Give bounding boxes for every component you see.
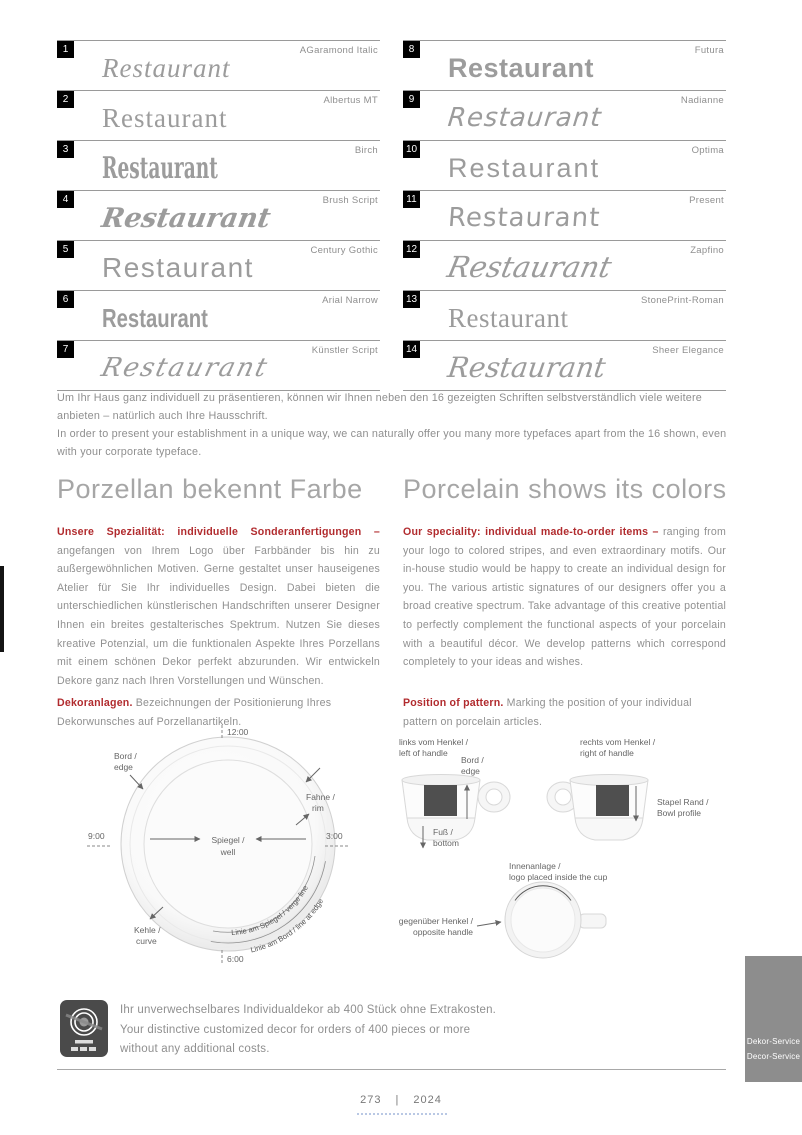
sample-number-badge: 4 [57,191,74,208]
plate-label-kehle-en: curve [136,936,157,946]
catalog-year: 2024 [413,1094,442,1106]
font-sample-text: Restaurant [102,151,218,186]
clock-label-6: 6:00 [227,954,244,964]
font-name-label: Arial Narrow [322,295,378,306]
cup-side-view-handle-left [547,737,709,840]
sample-number-badge: 7 [57,341,74,358]
cup-label-innen: Innenanlage / [509,861,561,871]
font-name-label: Sheer Elegance [652,345,724,356]
cup-label-stapel: Stapel Rand / [657,797,709,807]
cup-rim [570,775,648,786]
sample-number-badge: 8 [403,41,420,58]
cup-inner-rim [511,888,575,952]
clock-label-9: 9:00 [88,831,105,841]
font-sample-text: Restaurant [445,351,608,384]
font-name-label: Albertus MT [323,95,378,106]
font-name-label: AGaramond Italic [299,45,378,56]
sample-number-badge: 12 [403,241,420,258]
font-name-label: Century Gothic [310,245,378,256]
note-line-en-2: without any additional costs. [120,1043,270,1055]
cup-top-view [399,861,608,958]
font-sample-text: Restaurant [99,203,273,234]
intro-paragraph [57,389,729,461]
cup-position-diagram [397,733,742,978]
font-sample-row [57,90,380,140]
font-sample-row [57,190,380,240]
cup-handle-top-view [579,914,606,928]
plate-label-spiegel-en: well [220,847,236,857]
font-name-label: Brush Script [322,195,378,206]
intro-text-en: In order to present your establishment in a unique way, we can naturally offer you many more typefaces apart from the 16 shown, even with your corporate typeface. [57,428,727,458]
plate-label-kehle: Kehle / [134,925,161,935]
opposite-handle-arrow [477,922,501,926]
decor-area-marker [596,785,629,816]
font-name-label: Futura [694,45,724,56]
cup-label-gegenueber-en: opposite handle [412,927,473,937]
font-samples-left-column [57,40,380,391]
cup-foot [575,818,643,840]
bottom-divider [57,1069,726,1070]
sample-number-badge: 14 [403,341,420,358]
font-sample-text: Restaurant [446,103,604,133]
font-sample-text: Restaurant [102,53,231,83]
font-sample-row [57,290,380,340]
font-sample-text: Restaurant [448,153,601,183]
footer-note [120,1001,560,1060]
sample-number-badge: 9 [403,91,420,108]
arc-label-edge-line: Linie am Bord / line at edge [249,896,326,955]
clock-label-12: 12:00 [227,727,249,737]
page-number: 273 [360,1094,382,1106]
font-name-label: Nadianne [680,95,724,106]
sample-number-badge: 5 [57,241,74,258]
plate-label-spiegel: Spiegel / [211,835,245,845]
cup-rim [402,775,480,786]
decor-area-marker [424,785,457,816]
pattern-text-de: Bezeichnungen der Positionierung Ihres Dekorwunsches auf Porzellanartikeln. [57,697,332,728]
body-text-de: angefangen von Ihrem Logo über Farbbänder bis hin zu außergewöhnlichen Motiven. Gerne gestaltet unser hauseigenes Atelier für Sie Ihr individuelles Design. Dabei bieten die unterschiedlichen künstlerischen Handschriften unserer Designer Ihnen ein breites gestalterisches Spektrum. Nutzen Sie dieses kreative Potenzial, um die funktionalen Aspekte Ihres Porzellans mit einem schönen Dekor perfekt abzurunden. Wir entwickeln Dekore ganz nach Ihren Vorstellungen und Wünschen. [57,544,380,687]
sample-number-badge: 6 [57,291,74,308]
font-name-label: StonePrint-Roman [641,295,724,306]
sample-number-badge: 2 [57,91,74,108]
font-name-label: Optima [691,145,724,156]
plate-position-diagram [60,722,390,980]
tab-label-de: Dekor-Service [746,1037,801,1046]
body-lead-de: Unsere Spezialität: individuelle Sonderanfertigungen – [57,526,380,538]
left-edge-mark [0,566,4,652]
pattern-lead-de: Dekoranlagen. [57,697,136,709]
font-sample-row [403,190,726,240]
font-sample-row [403,40,726,90]
font-sample-row [57,240,380,290]
cup-label-gegenueber: gegenüber Henkel / [398,916,473,926]
sample-number-badge: 3 [57,141,74,158]
font-sample-row [403,90,726,140]
font-sample-row [57,340,380,390]
section-heading-de: Porzellan bekennt Farbe [57,474,363,504]
body-paragraph-en [403,523,726,672]
dekor-service-stamp-icon [60,1000,108,1057]
cup-label-fuss: Fuß / [433,827,453,837]
font-sample-row [57,40,380,90]
font-sample-row [403,290,726,340]
cup-label-links-en: left of handle [399,748,448,758]
plate-label-fahne: Fahne / [306,792,335,802]
cup-handle-hole [486,789,502,805]
cup-label-rechts: rechts vom Henkel / [580,737,656,747]
arc-label-verge-line: Linie am Spiegel / verge line [230,883,310,938]
font-sample-text: Restaurant [102,252,254,283]
cup-label-rechts-en: right of handle [580,748,634,758]
intro-text-de: Um Ihr Haus ganz individuell zu präsentieren, können wir Ihnen neben den 16 gezeigten Schriften selbstverständlich viele weitere anbieten – natürlich auch Ihre Hausschrift. [57,392,702,422]
font-sample-text: Restaurant [448,53,595,83]
plate-label-bord: Bord / [114,751,137,761]
sample-number-badge: 1 [57,41,74,58]
sample-number-badge: 11 [403,191,420,208]
note-line-en-1: Your distinctive customized decor for orders of 400 pieces or more [120,1023,471,1036]
cup-handle-hole [555,789,571,805]
page-footer [0,1094,802,1106]
font-sample-text: Restaurant [102,103,228,133]
font-name-label: Birch [354,145,378,156]
font-samples-right-column [403,40,726,391]
cup-label-links: links vom Henkel / [399,737,468,747]
cup-side-view-handle-right [399,737,510,848]
cup-label-bord: Bord / [461,755,484,765]
plate-label-fahne-en: rim [312,803,324,813]
pattern-lead-en: Position of pattern. [403,697,507,709]
cup-label-innen-en: logo placed inside the cup [509,872,608,882]
font-sample-text: Restaurant [98,353,272,383]
clock-label-3: 3:00 [326,831,343,841]
sample-number-badge: 13 [403,291,420,308]
footer-separator: | [395,1094,400,1106]
chapter-tab-dekor-service [745,956,802,1082]
font-sample-text: Restaurant [102,303,208,333]
sample-number-badge: 10 [403,141,420,158]
footer-accent-line [357,1113,447,1115]
body-paragraph-de [57,523,380,690]
font-name-label: Künstler Script [311,345,378,356]
pattern-text-en: Marking the position of your individual pattern on porcelain articles. [403,697,692,728]
font-name-label: Present [689,195,724,206]
body-lead-en: Our speciality: individual made-to-order items – [403,526,663,538]
font-sample-row [57,140,380,190]
section-heading-en: Porcelain shows its colors [403,474,727,504]
cup-label-bord-en: edge [461,766,480,776]
font-sample-row [403,140,726,190]
font-name-label: Zapfino [690,245,724,256]
note-line-de: Ihr unverwechselbares Individualdekor ab 400 Stück ohne Extrakosten. [120,1004,497,1016]
font-sample-row [403,340,726,390]
font-sample-text: Restaurant [448,303,569,333]
plate-label-bord-en: edge [114,762,133,772]
cup-label-stapel-en: Bowl profile [657,808,701,818]
pattern-paragraph-en [403,694,726,731]
body-text-en: ranging from your logo to colored stripes, and even extraordinary motifs. Our in-house studio would be happy to create an individual design for you. The various artistic signatures of our designers offer you a broad creative spectrum. Take advantage of this creative potential to perfectly complement the functional aspects of your porcelain with a beautiful décor. We develop patterns which correspond completely to your ideas and wishes. [403,526,726,669]
cup-label-fuss-en: bottom [433,838,459,848]
tab-label-en: Decor-Service [746,1052,801,1061]
font-sample-row [403,240,726,290]
font-sample-text: Restaurant [446,203,602,233]
font-sample-text: Restaurant [444,250,615,284]
